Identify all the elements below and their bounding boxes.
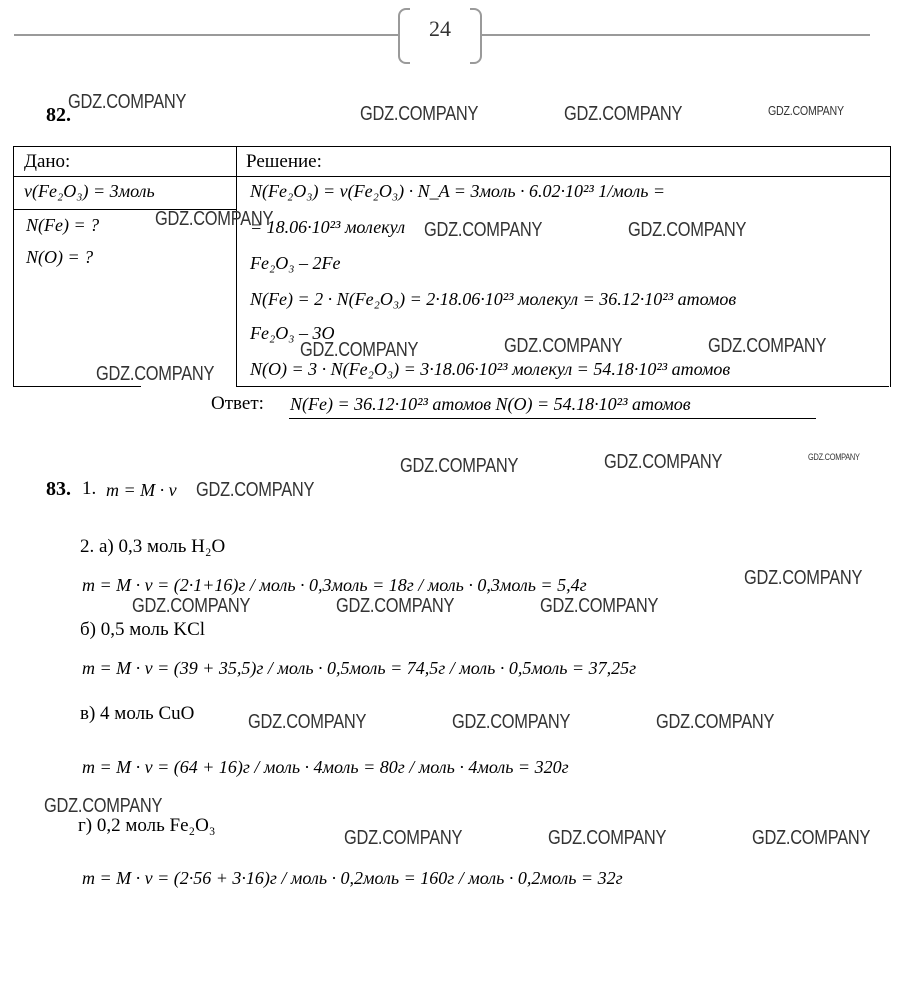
item-2a-title: 2. а) 0,3 моль H₂O — [80, 536, 226, 557]
watermark: GDZ.COMPANY — [656, 711, 775, 733]
item-1-label: 1. — [82, 478, 97, 499]
answer-label: Ответ: — [211, 393, 264, 414]
answer-text: N(Fe) = 36.12·10²³ атомов N(O) = 54.18·10²³ атомов — [290, 394, 691, 414]
watermark: GDZ.COMPANY — [248, 711, 367, 733]
item-2b-title: б) 0,5 моль KCl — [80, 619, 206, 640]
watermark: GDZ.COMPANY — [604, 451, 723, 473]
task-82-number: 82. — [46, 104, 71, 126]
solution-header: Решение: — [246, 151, 322, 172]
watermark: GDZ.COMPANY — [744, 567, 863, 589]
watermark: GDZ.COMPANY — [548, 827, 667, 849]
watermark: GDZ.COMPANY — [400, 455, 519, 477]
table-bottom-right — [236, 386, 889, 387]
item-2b-calc: m = M · ν = (39 + 35,5)г / моль · 0,5моль = 74,5г / моль · 0,5моль = 37,25г — [82, 658, 637, 678]
solution-line-5: Fe₂O₃ – 3O — [250, 323, 335, 343]
watermark: GDZ.COMPANY — [196, 479, 315, 501]
task-83-number: 83. — [46, 478, 71, 500]
watermark: GDZ.COMPANY — [504, 335, 623, 357]
watermark: GDZ.COMPANY — [752, 827, 871, 849]
watermark: GDZ.COMPANY — [540, 595, 659, 617]
watermark: GDZ.COMPANY — [132, 595, 251, 617]
answer-underline — [289, 418, 816, 419]
given-line-3: N(O) = ? — [26, 247, 94, 267]
watermark: GDZ.COMPANY — [708, 335, 827, 357]
watermark: GDZ.COMPANY — [564, 103, 683, 125]
header-rule-left — [14, 34, 398, 36]
watermark: GDZ.COMPANY — [68, 91, 187, 113]
page-number-bracket-left — [398, 8, 410, 64]
given-header: Дано: — [24, 151, 71, 172]
watermark: GDZ.COMPANY — [96, 363, 215, 385]
watermark: GDZ.COMPANY — [155, 208, 274, 230]
item-2d-calc: m = M · ν = (2·56 + 3·16)г / моль · 0,2моль = 160г / моль · 0,2моль = 32г — [82, 868, 623, 888]
watermark: GDZ.COMPANY — [628, 219, 747, 241]
item-2d-title: г) 0,2 моль Fe₂O₃ — [78, 815, 216, 836]
watermark: GDZ.COMPANY — [424, 219, 543, 241]
watermark: GDZ.COMPANY — [360, 103, 479, 125]
watermark: GDZ.COMPANY — [344, 827, 463, 849]
item-2a-calc: m = M · ν = (2·1+16)г / моль · 0,3моль = 18г / моль · 0,3моль = 5,4г — [82, 575, 587, 595]
solution-line-3: Fe₂O₃ – 2Fe — [250, 253, 341, 273]
watermark: GDZ.COMPANY — [300, 339, 419, 361]
table-header-divider — [14, 176, 890, 177]
page-number-bracket-right — [470, 8, 482, 64]
header-rule-right — [482, 34, 870, 36]
table-column-divider — [236, 147, 237, 387]
watermark: GDZ.COMPANY — [808, 452, 860, 462]
given-line-1: ν(Fe₂O₃) = 3моль — [24, 181, 155, 201]
solution-line-1: N(Fe₂O₃) = ν(Fe₂O₃) · N_A = 3моль · 6.02·10²³ 1/моль = — [250, 181, 666, 201]
item-2c-calc: m = M · ν = (64 + 16)г / моль · 4моль = 80г / моль · 4моль = 320г — [82, 757, 569, 777]
table-bottom-left — [13, 386, 141, 387]
given-line-2: N(Fe) = ? — [26, 215, 100, 235]
page-number: 24 — [429, 16, 451, 41]
watermark: GDZ.COMPANY — [44, 795, 163, 817]
solution-line-4: N(Fe) = 2 · N(Fe₂O₃) = 2·18.06·10²³ молекул = 36.12·10²³ атомов — [250, 289, 737, 309]
watermark: GDZ.COMPANY — [768, 103, 844, 118]
item-2c-title: в) 4 моль CuO — [80, 703, 195, 724]
watermark: GDZ.COMPANY — [452, 711, 571, 733]
solution-line-2: = 18.06·10²³ молекул — [250, 217, 406, 237]
watermark: GDZ.COMPANY — [336, 595, 455, 617]
solution-line-6: N(O) = 3 · N(Fe₂O₃) = 3·18.06·10²³ молекул = 54.18·10²³ атомов — [250, 359, 731, 379]
item-1-formula: m = M · ν — [106, 480, 177, 500]
